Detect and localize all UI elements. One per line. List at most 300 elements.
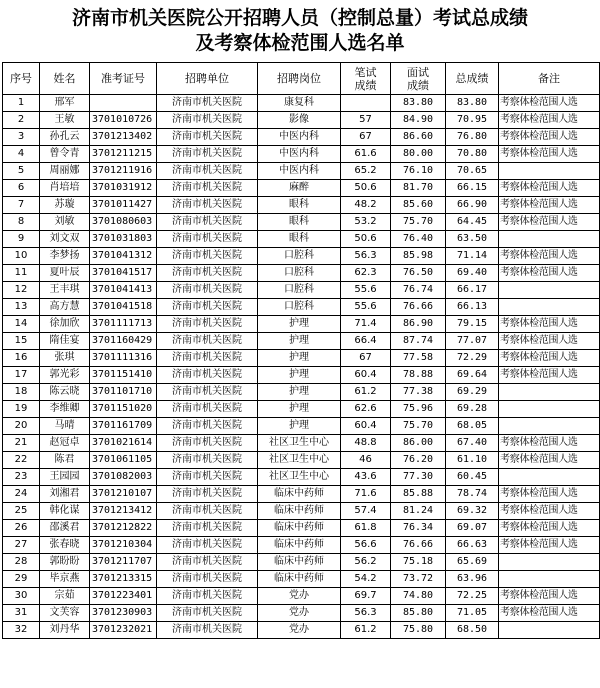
cell-exam-id: 3701041517: [90, 265, 157, 282]
cell-seq: 8: [3, 214, 40, 231]
cell-name: 孙孔云: [40, 129, 90, 146]
cell-name: 宗茹: [40, 588, 90, 605]
cell-seq: 4: [3, 146, 40, 163]
cell-remark: [499, 571, 600, 588]
table-body: [3, 95, 600, 639]
cell-written-score: 50.6: [341, 180, 391, 197]
cell-unit: 济南市机关医院: [157, 452, 258, 469]
cell-remark: 考察体检范围人选: [499, 214, 600, 231]
cell-exam-id: 3701031912: [90, 180, 157, 197]
cell-seq: 20: [3, 418, 40, 435]
cell-seq: 17: [3, 367, 40, 384]
header-unit: 招聘单位: [157, 63, 258, 95]
cell-remark: 考察体检范围人选: [499, 435, 600, 452]
cell-post: 社区卫生中心: [258, 469, 341, 486]
cell-interview-score: 81.70: [391, 180, 446, 197]
cell-post: 影像: [258, 112, 341, 129]
cell-seq: 5: [3, 163, 40, 180]
cell-interview-score: 77.58: [391, 350, 446, 367]
cell-exam-id: 3701111713: [90, 316, 157, 333]
cell-written-score: 56.6: [341, 537, 391, 554]
table-row: [3, 112, 600, 129]
header-interview-score: [391, 63, 446, 95]
cell-interview-score: 81.24: [391, 503, 446, 520]
document-subtitle: 及考察体检范围人选名单: [195, 32, 405, 54]
cell-interview-score: 76.66: [391, 299, 446, 316]
cell-interview-score: 86.00: [391, 435, 446, 452]
cell-unit: 济南市机关医院: [157, 435, 258, 452]
cell-seq: 21: [3, 435, 40, 452]
cell-post: 护理: [258, 316, 341, 333]
cell-seq: 9: [3, 231, 40, 248]
cell-name: 王敏: [40, 112, 90, 129]
cell-total-score: 61.10: [446, 452, 499, 469]
cell-name: 郭盼盼: [40, 554, 90, 571]
cell-unit: 济南市机关医院: [157, 265, 258, 282]
cell-exam-id: 3701213412: [90, 503, 157, 520]
table-row: [3, 588, 600, 605]
table-row: [3, 384, 600, 401]
cell-name: 毕京燕: [40, 571, 90, 588]
cell-unit: 济南市机关医院: [157, 316, 258, 333]
cell-interview-score: 85.60: [391, 197, 446, 214]
cell-seq: 3: [3, 129, 40, 146]
cell-total-score: 70.95: [446, 112, 499, 129]
cell-post: 护理: [258, 350, 341, 367]
cell-post: 临床中药师: [258, 486, 341, 503]
cell-post: 护理: [258, 418, 341, 435]
cell-written-score: 46: [341, 452, 391, 469]
table-header-row: [3, 63, 600, 95]
cell-written-score: 50.6: [341, 231, 391, 248]
document-title: 济南市机关医院公开招聘人员（控制总量）考试总成绩: [71, 7, 528, 29]
table-row: [3, 248, 600, 265]
cell-name: 高方慧: [40, 299, 90, 316]
table-row: [3, 197, 600, 214]
cell-seq: 29: [3, 571, 40, 588]
cell-total-score: 64.45: [446, 214, 499, 231]
cell-total-score: 66.17: [446, 282, 499, 299]
cell-name: 肖培培: [40, 180, 90, 197]
cell-total-score: 65.69: [446, 554, 499, 571]
table-row: [3, 554, 600, 571]
cell-exam-id: 3701213315: [90, 571, 157, 588]
cell-remark: 考察体检范围人选: [499, 452, 600, 469]
cell-total-score: 72.25: [446, 588, 499, 605]
header-written-line2: 成绩: [354, 78, 377, 92]
cell-unit: 济南市机关医院: [157, 333, 258, 350]
cell-remark: 考察体检范围人选: [499, 350, 600, 367]
cell-name: 李维卿: [40, 401, 90, 418]
cell-total-score: 67.40: [446, 435, 499, 452]
cell-total-score: 77.07: [446, 333, 499, 350]
table-row: [3, 537, 600, 554]
cell-seq: 11: [3, 265, 40, 282]
cell-total-score: 70.65: [446, 163, 499, 180]
header-written-line1: 笔试: [354, 65, 377, 79]
cell-written-score: 62.3: [341, 265, 391, 282]
cell-name: 张琪: [40, 350, 90, 367]
cell-written-score: 71.4: [341, 316, 391, 333]
cell-post: 护理: [258, 401, 341, 418]
cell-interview-score: 76.34: [391, 520, 446, 537]
cell-post: 社区卫生中心: [258, 435, 341, 452]
cell-post: 眼科: [258, 197, 341, 214]
cell-seq: 16: [3, 350, 40, 367]
cell-name: 赵冠卓: [40, 435, 90, 452]
cell-exam-id: 3701011427: [90, 197, 157, 214]
cell-seq: 6: [3, 180, 40, 197]
cell-unit: 济南市机关医院: [157, 384, 258, 401]
cell-unit: 济南市机关医院: [157, 367, 258, 384]
cell-written-score: 43.6: [341, 469, 391, 486]
cell-seq: 22: [3, 452, 40, 469]
cell-exam-id: 3701160429: [90, 333, 157, 350]
cell-unit: 济南市机关医院: [157, 350, 258, 367]
cell-seq: 27: [3, 537, 40, 554]
table-row: [3, 418, 600, 435]
cell-remark: [499, 401, 600, 418]
cell-interview-score: 76.10: [391, 163, 446, 180]
table-row: [3, 435, 600, 452]
header-interview-line1: 面试: [407, 65, 429, 79]
cell-post: 口腔科: [258, 265, 341, 282]
table-row: [3, 129, 600, 146]
cell-name: 周丽娜: [40, 163, 90, 180]
cell-exam-id: 3701111316: [90, 350, 157, 367]
cell-exam-id: 3701151020: [90, 401, 157, 418]
cell-interview-score: 74.80: [391, 588, 446, 605]
cell-seq: 10: [3, 248, 40, 265]
cell-post: 护理: [258, 384, 341, 401]
cell-exam-id: 3701223401: [90, 588, 157, 605]
cell-name: 陈君: [40, 452, 90, 469]
table-row: [3, 231, 600, 248]
cell-post: 眼科: [258, 231, 341, 248]
cell-unit: 济南市机关医院: [157, 282, 258, 299]
cell-interview-score: 77.38: [391, 384, 446, 401]
cell-written-score: 57.4: [341, 503, 391, 520]
cell-interview-score: 75.70: [391, 214, 446, 231]
cell-exam-id: 3701010726: [90, 112, 157, 129]
cell-written-score: 48.2: [341, 197, 391, 214]
cell-post: 康复科: [258, 95, 341, 112]
cell-unit: 济南市机关医院: [157, 129, 258, 146]
cell-remark: 考察体检范围人选: [499, 520, 600, 537]
cell-interview-score: 80.00: [391, 146, 446, 163]
cell-remark: 考察体检范围人选: [499, 316, 600, 333]
cell-unit: 济南市机关医院: [157, 622, 258, 639]
cell-total-score: 68.50: [446, 622, 499, 639]
cell-exam-id: 3701211707: [90, 554, 157, 571]
cell-exam-id: 3701101710: [90, 384, 157, 401]
cell-written-score: 56.3: [341, 605, 391, 622]
cell-unit: 济南市机关医院: [157, 554, 258, 571]
cell-total-score: 66.13: [446, 299, 499, 316]
cell-remark: 考察体检范围人选: [499, 129, 600, 146]
cell-remark: 考察体检范围人选: [499, 588, 600, 605]
cell-total-score: 71.05: [446, 605, 499, 622]
cell-name: 文芙容: [40, 605, 90, 622]
cell-exam-id: [90, 95, 157, 112]
cell-unit: 济南市机关医院: [157, 605, 258, 622]
cell-unit: 济南市机关医院: [157, 537, 258, 554]
cell-written-score: 61.8: [341, 520, 391, 537]
cell-post: 临床中药师: [258, 503, 341, 520]
cell-post: 护理: [258, 367, 341, 384]
cell-name: 王丰琪: [40, 282, 90, 299]
cell-post: 临床中药师: [258, 571, 341, 588]
table-row: [3, 452, 600, 469]
cell-exam-id: 3701230903: [90, 605, 157, 622]
table-row: [3, 469, 600, 486]
header-name: 姓名: [40, 63, 90, 95]
cell-written-score: [341, 95, 391, 112]
cell-seq: 30: [3, 588, 40, 605]
cell-remark: 考察体检范围人选: [499, 503, 600, 520]
cell-exam-id: 3701041518: [90, 299, 157, 316]
cell-exam-id: 3701213402: [90, 129, 157, 146]
cell-total-score: 68.05: [446, 418, 499, 435]
cell-seq: 7: [3, 197, 40, 214]
cell-total-score: 83.80: [446, 95, 499, 112]
cell-name: 刘敏: [40, 214, 90, 231]
cell-name: 刘文双: [40, 231, 90, 248]
cell-exam-id: 3701041413: [90, 282, 157, 299]
cell-post: 中医内科: [258, 163, 341, 180]
cell-unit: 济南市机关医院: [157, 418, 258, 435]
table-row: [3, 146, 600, 163]
cell-exam-id: 3701210107: [90, 486, 157, 503]
header-written-score: [341, 63, 391, 95]
cell-written-score: 61.6: [341, 146, 391, 163]
cell-written-score: 53.2: [341, 214, 391, 231]
cell-exam-id: 3701080603: [90, 214, 157, 231]
cell-exam-id: 3701211215: [90, 146, 157, 163]
cell-total-score: 72.29: [446, 350, 499, 367]
cell-post: 中医内科: [258, 129, 341, 146]
cell-written-score: 62.6: [341, 401, 391, 418]
header-interview-line2: 成绩: [407, 78, 429, 92]
table-row: [3, 367, 600, 384]
cell-total-score: 60.45: [446, 469, 499, 486]
cell-post: 党办: [258, 588, 341, 605]
cell-remark: 考察体检范围人选: [499, 95, 600, 112]
cell-unit: 济南市机关医院: [157, 401, 258, 418]
cell-seq: 14: [3, 316, 40, 333]
cell-remark: 考察体检范围人选: [499, 486, 600, 503]
cell-written-score: 71.6: [341, 486, 391, 503]
table-row: [3, 214, 600, 231]
cell-remark: [499, 163, 600, 180]
results-table: [2, 62, 600, 639]
table-row: [3, 180, 600, 197]
cell-total-score: 63.50: [446, 231, 499, 248]
cell-total-score: 66.15: [446, 180, 499, 197]
cell-seq: 12: [3, 282, 40, 299]
cell-written-score: 67: [341, 129, 391, 146]
cell-interview-score: 83.80: [391, 95, 446, 112]
cell-total-score: 69.28: [446, 401, 499, 418]
cell-total-score: 71.14: [446, 248, 499, 265]
cell-remark: 考察体检范围人选: [499, 537, 600, 554]
table-row: [3, 333, 600, 350]
cell-unit: 济南市机关医院: [157, 180, 258, 197]
table-row: [3, 520, 600, 537]
cell-remark: 考察体检范围人选: [499, 367, 600, 384]
cell-name: 苏璇: [40, 197, 90, 214]
cell-total-score: 69.64: [446, 367, 499, 384]
cell-unit: 济南市机关医院: [157, 95, 258, 112]
cell-post: 党办: [258, 605, 341, 622]
cell-written-score: 60.4: [341, 367, 391, 384]
table-row: [3, 316, 600, 333]
cell-exam-id: 3701021614: [90, 435, 157, 452]
cell-seq: 19: [3, 401, 40, 418]
cell-total-score: 79.15: [446, 316, 499, 333]
cell-exam-id: 3701031803: [90, 231, 157, 248]
cell-unit: 济南市机关医院: [157, 571, 258, 588]
cell-written-score: 67: [341, 350, 391, 367]
cell-seq: 24: [3, 486, 40, 503]
cell-total-score: 66.63: [446, 537, 499, 554]
cell-name: 马晴: [40, 418, 90, 435]
cell-unit: 济南市机关医院: [157, 231, 258, 248]
cell-written-score: 55.6: [341, 299, 391, 316]
header-post: 招聘岗位: [258, 63, 341, 95]
cell-exam-id: 3701061105: [90, 452, 157, 469]
cell-interview-score: 77.30: [391, 469, 446, 486]
cell-remark: [499, 299, 600, 316]
cell-written-score: 69.7: [341, 588, 391, 605]
cell-unit: 济南市机关医院: [157, 197, 258, 214]
cell-remark: 考察体检范围人选: [499, 146, 600, 163]
cell-name: 隋佳宴: [40, 333, 90, 350]
cell-exam-id: 3701041312: [90, 248, 157, 265]
table-row: [3, 265, 600, 282]
cell-seq: 23: [3, 469, 40, 486]
cell-interview-score: 75.70: [391, 418, 446, 435]
cell-written-score: 55.6: [341, 282, 391, 299]
table-row: [3, 486, 600, 503]
cell-written-score: 66.4: [341, 333, 391, 350]
cell-interview-score: 75.80: [391, 622, 446, 639]
cell-name: 刘湘君: [40, 486, 90, 503]
cell-post: 临床中药师: [258, 554, 341, 571]
cell-written-score: 54.2: [341, 571, 391, 588]
cell-post: 口腔科: [258, 282, 341, 299]
cell-post: 临床中药师: [258, 520, 341, 537]
cell-name: 韩化谋: [40, 503, 90, 520]
cell-name: 刘丹华: [40, 622, 90, 639]
cell-name: 夏叶辰: [40, 265, 90, 282]
cell-unit: 济南市机关医院: [157, 503, 258, 520]
cell-name: 邢军: [40, 95, 90, 112]
cell-total-score: 66.90: [446, 197, 499, 214]
table-row: [3, 163, 600, 180]
cell-name: 张春晓: [40, 537, 90, 554]
table-row: [3, 401, 600, 418]
cell-interview-score: 85.88: [391, 486, 446, 503]
cell-total-score: 69.40: [446, 265, 499, 282]
cell-seq: 1: [3, 95, 40, 112]
cell-seq: 26: [3, 520, 40, 537]
cell-unit: 济南市机关医院: [157, 146, 258, 163]
cell-name: 曾令青: [40, 146, 90, 163]
table-row: [3, 571, 600, 588]
cell-remark: 考察体检范围人选: [499, 333, 600, 350]
cell-seq: 25: [3, 503, 40, 520]
cell-unit: 济南市机关医院: [157, 214, 258, 231]
cell-interview-score: 85.98: [391, 248, 446, 265]
cell-remark: [499, 554, 600, 571]
cell-remark: [499, 418, 600, 435]
cell-seq: 13: [3, 299, 40, 316]
cell-seq: 31: [3, 605, 40, 622]
cell-remark: 考察体检范围人选: [499, 180, 600, 197]
cell-interview-score: 84.90: [391, 112, 446, 129]
cell-interview-score: 76.40: [391, 231, 446, 248]
cell-seq: 32: [3, 622, 40, 639]
cell-total-score: 69.07: [446, 520, 499, 537]
cell-post: 口腔科: [258, 248, 341, 265]
cell-interview-score: 75.96: [391, 401, 446, 418]
cell-post: 社区卫生中心: [258, 452, 341, 469]
cell-exam-id: 3701211916: [90, 163, 157, 180]
header-exam-id: 准考证号: [90, 63, 157, 95]
cell-seq: 15: [3, 333, 40, 350]
cell-remark: [499, 622, 600, 639]
cell-remark: [499, 231, 600, 248]
table-row: [3, 503, 600, 520]
cell-interview-score: 86.60: [391, 129, 446, 146]
cell-total-score: 78.74: [446, 486, 499, 503]
cell-written-score: 65.2: [341, 163, 391, 180]
table-row: [3, 605, 600, 622]
cell-interview-score: 86.90: [391, 316, 446, 333]
cell-total-score: 76.80: [446, 129, 499, 146]
cell-unit: 济南市机关医院: [157, 163, 258, 180]
cell-name: 陈云晓: [40, 384, 90, 401]
cell-remark: [499, 469, 600, 486]
cell-post: 眼科: [258, 214, 341, 231]
cell-written-score: 61.2: [341, 622, 391, 639]
cell-written-score: 48.8: [341, 435, 391, 452]
cell-unit: 济南市机关医院: [157, 588, 258, 605]
cell-post: 临床中药师: [258, 537, 341, 554]
cell-seq: 28: [3, 554, 40, 571]
cell-seq: 18: [3, 384, 40, 401]
cell-exam-id: 3701161709: [90, 418, 157, 435]
cell-total-score: 70.80: [446, 146, 499, 163]
cell-remark: [499, 282, 600, 299]
cell-total-score: 63.96: [446, 571, 499, 588]
cell-remark: 考察体检范围人选: [499, 112, 600, 129]
cell-name: 李梦扬: [40, 248, 90, 265]
header-seq: 序号: [3, 63, 40, 95]
cell-exam-id: 3701082003: [90, 469, 157, 486]
cell-total-score: 69.32: [446, 503, 499, 520]
cell-unit: 济南市机关医院: [157, 486, 258, 503]
cell-written-score: 56.2: [341, 554, 391, 571]
cell-remark: 考察体检范围人选: [499, 248, 600, 265]
cell-interview-score: 76.74: [391, 282, 446, 299]
cell-remark: [499, 384, 600, 401]
cell-unit: 济南市机关医院: [157, 520, 258, 537]
cell-name: 王园园: [40, 469, 90, 486]
cell-written-score: 56.3: [341, 248, 391, 265]
cell-written-score: 61.2: [341, 384, 391, 401]
